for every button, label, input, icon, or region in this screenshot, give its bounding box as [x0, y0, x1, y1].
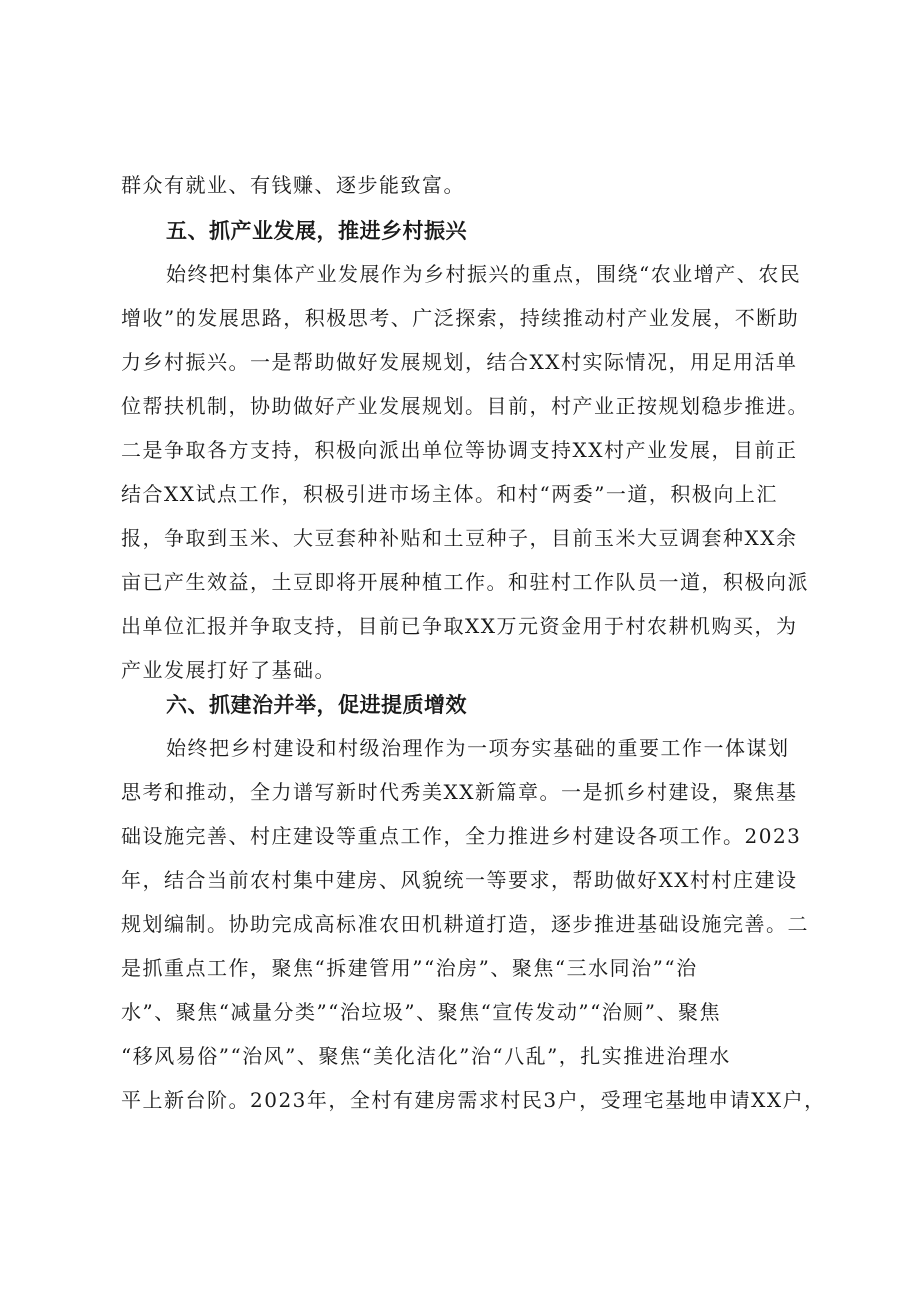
- paragraph-line: 力乡村振兴。一是帮助做好发展规划，结合XX村实际情况，用足用活单: [121, 350, 798, 374]
- section-heading: 六、抓建治并举，促进提质增效: [166, 693, 467, 717]
- paragraph-line: 规划编制。协助完成高标准农田机耕道打造，逐步推进基础设施完善。二: [121, 912, 809, 936]
- paragraph-line: 水”、聚焦“减量分类”“治垃圾”、聚焦“宣传发动”“治厕”、聚焦: [121, 1000, 722, 1024]
- paragraph-line: 结合XX试点工作，积极引进市场主体。和村“两委”一道，积极向上汇: [121, 482, 778, 506]
- paragraph-line: 础设施完善、村庄建设等重点工作，全力推进乡村建设各项工作。2023: [121, 824, 802, 848]
- paragraph-line: 出单位汇报并争取支持，目前已争取XX万元资金用于村农耕机购买，为: [121, 614, 798, 638]
- paragraph-line: 位帮扶机制，协助做好产业发展规划。目前，村产业正按规划稳步推进。: [121, 394, 809, 418]
- paragraph-line: 报，争取到玉米、大豆套种补贴和土豆种子，目前玉米大豆调套种XX余: [121, 526, 798, 550]
- paragraph-line: 年，结合当前农村集中建房、风貌统一等要求，帮助做好XX村村庄建设: [121, 868, 798, 892]
- paragraph-line: 始终把村集体产业发展作为乡村振兴的重点，围绕“农业增产、农民: [166, 262, 802, 286]
- paragraph-line: 二是争取各方支持，积极向派出单位等协调支持XX村产业发展，目前正: [121, 438, 798, 462]
- paragraph-line: “移风易俗”“治风”、聚焦“美化洁化”治“八乱”，扎实推进治理水: [121, 1044, 731, 1068]
- paragraph-line: 思考和推动，全力谱写新时代秀美XX新篇章。一是抓乡村建设，聚焦基: [121, 780, 798, 804]
- section-heading: 五、抓产业发展，推进乡村振兴: [166, 219, 467, 243]
- paragraph-line: 始终把乡村建设和村级治理作为一项夯实基础的重要工作一体谋划: [166, 736, 790, 760]
- paragraph-line: 亩已产生效益，土豆即将开展种植工作。和驻村工作队员一道，积极向派: [121, 570, 809, 594]
- paragraph-line: 是抓重点工作，聚焦“拆建管用”“治房”、聚焦“三水同治”“治: [121, 956, 698, 980]
- paragraph-line: 产业发展打好了基础。: [121, 658, 336, 682]
- paragraph-line: 增收”的发展思路，积极思考、广泛探索，持续推动村产业发展，不断助: [121, 306, 800, 330]
- paragraph-line: 群众有就业、有钱赚、逐步能致富。: [121, 173, 465, 197]
- paragraph-line: 平上新台阶。2023年，全村有建房需求村民3户，受理宅基地申请XX户，: [121, 1088, 826, 1112]
